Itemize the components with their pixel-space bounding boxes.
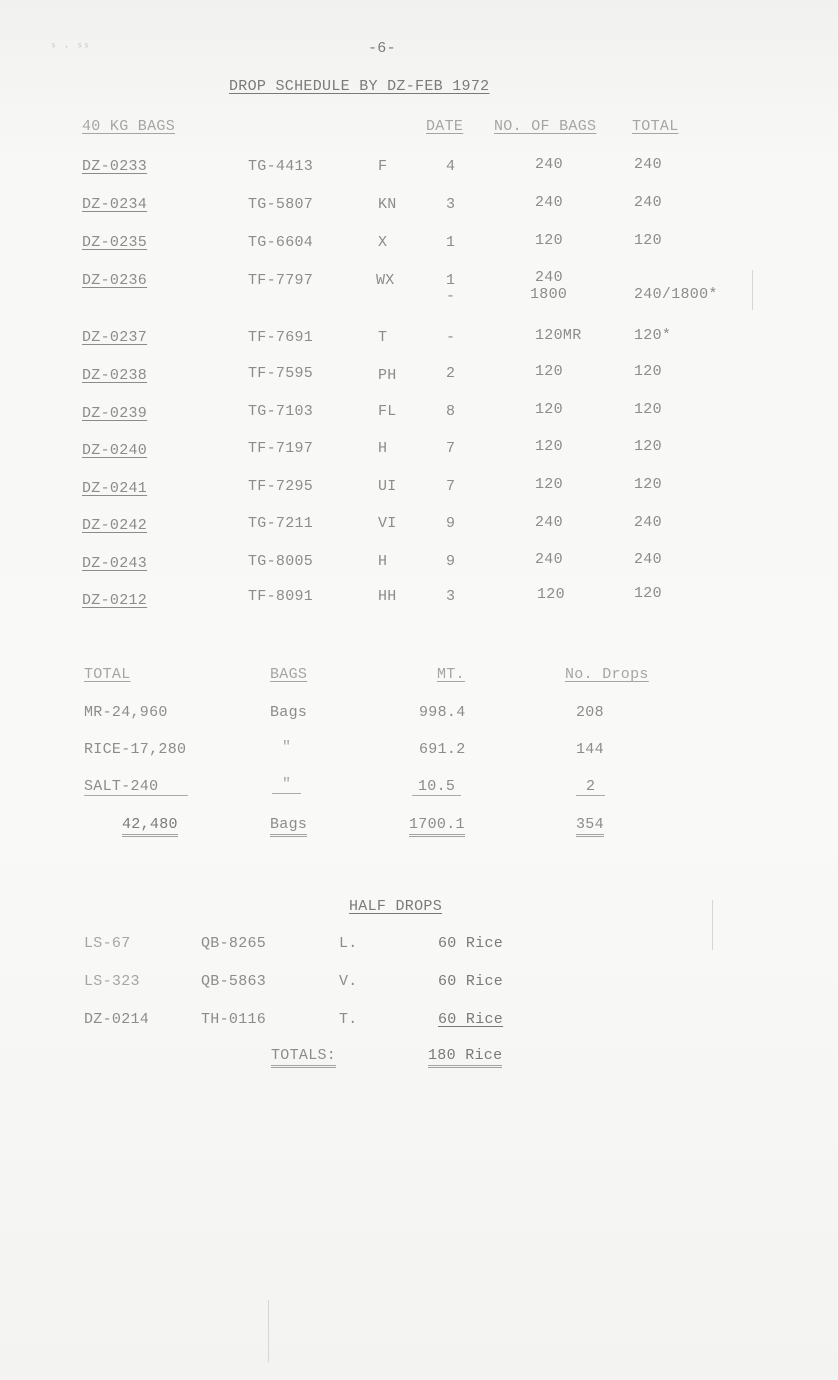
tg-cell: TF-7595: [248, 365, 314, 382]
tg-cell: TF-7197: [248, 440, 314, 457]
half-drop-amount: 60 Rice: [438, 973, 504, 990]
tg-cell: TF-8091: [248, 588, 314, 605]
totals-bags: Bags: [270, 704, 308, 721]
bags-cell: 240: [535, 194, 563, 211]
date-cell: 3: [446, 196, 456, 213]
header-date: DATE: [426, 118, 464, 135]
half-drop-id: LS-323: [84, 973, 140, 990]
total-cell: 120: [634, 585, 662, 602]
grand-total-drops: 354: [576, 816, 604, 837]
document-title: DROP SCHEDULE BY DZ-FEB 1972: [229, 78, 490, 95]
grand-total-item: 42,480: [122, 816, 178, 837]
total-cell: 240: [634, 514, 662, 531]
dz-cell: DZ-0243: [82, 555, 148, 572]
tg-cell: TG-4413: [248, 158, 314, 175]
code-cell: VI: [378, 515, 397, 532]
totals-item: RICE-17,280: [84, 741, 187, 758]
dz-cell: DZ-0238: [82, 367, 148, 384]
totals-mt: 10.5: [412, 778, 461, 796]
tg-cell: TF-7691: [248, 329, 314, 346]
code-cell: FL: [378, 403, 397, 420]
totals-mt: 998.4: [419, 704, 466, 721]
date-cell: 9: [446, 553, 456, 570]
grand-total-mt: 1700.1: [409, 816, 465, 837]
total-cell: 120: [634, 438, 662, 455]
header-40kg-bags: 40 KG BAGS: [82, 118, 176, 135]
total-cell: 240: [634, 551, 662, 568]
scan-artifact-line: [268, 1300, 269, 1362]
scan-artifact-line: [712, 900, 713, 950]
code-cell: UI: [378, 478, 397, 495]
date-cell: -: [446, 329, 456, 346]
total-cell: 240/1800*: [634, 286, 718, 303]
half-drop-qb: TH-0116: [201, 1011, 267, 1028]
header-no-of-bags: NO. OF BAGS: [494, 118, 597, 135]
code-cell: F: [378, 158, 388, 175]
totals-header-bags: BAGS: [270, 666, 308, 683]
bags-cell: 120MR: [535, 327, 582, 344]
totals-bags-ditto: ": [282, 739, 292, 756]
dz-cell: DZ-0242: [82, 517, 148, 534]
page-number: -6-: [368, 40, 396, 57]
date-cell: 7: [446, 478, 456, 495]
date-cell-secondary: -: [446, 288, 456, 305]
bags-cell: 240: [535, 269, 563, 286]
totals-drops: 144: [576, 741, 604, 758]
date-cell: 1: [446, 234, 456, 251]
code-cell: H: [378, 440, 388, 457]
bags-cell: 240: [535, 551, 563, 568]
header-total: TOTAL: [632, 118, 679, 135]
bags-cell: 120: [535, 363, 563, 380]
code-cell: H: [378, 553, 388, 570]
half-drop-code: T.: [339, 1011, 358, 1028]
dz-cell: DZ-0241: [82, 480, 148, 497]
totals-drops: 208: [576, 704, 604, 721]
dz-cell: DZ-0239: [82, 405, 148, 422]
total-cell: 240: [634, 156, 662, 173]
half-drop-qb: QB-8265: [201, 935, 267, 952]
dz-cell: DZ-0240: [82, 442, 148, 459]
code-cell: PH: [378, 367, 397, 384]
dz-cell: DZ-0237: [82, 329, 148, 346]
half-drop-code: L.: [339, 935, 358, 952]
tg-cell: TG-7211: [248, 515, 314, 532]
bags-cell: 120: [535, 476, 563, 493]
bags-cell: 240: [535, 156, 563, 173]
bags-cell: 120: [537, 586, 565, 603]
totals-header-total: TOTAL: [84, 666, 131, 683]
tg-cell: TG-6604: [248, 234, 314, 251]
bags-cell: 120: [535, 438, 563, 455]
scan-artifact-line: [752, 270, 753, 310]
dz-cell: DZ-0235: [82, 234, 148, 251]
totals-item: SALT-240: [84, 778, 188, 796]
tg-cell: TF-7295: [248, 478, 314, 495]
total-cell: 120: [634, 363, 662, 380]
half-drop-id: LS-67: [84, 935, 131, 952]
bags-cell: 120: [535, 232, 563, 249]
totals-item: MR-24,960: [84, 704, 168, 721]
tg-cell: TG-5807: [248, 196, 314, 213]
half-drop-amount: 60 Rice: [438, 935, 504, 952]
total-cell: 120: [634, 232, 662, 249]
dz-cell: DZ-0236: [82, 272, 148, 289]
bags-cell: 120: [535, 401, 563, 418]
bags-cell: 240: [535, 514, 563, 531]
totals-mt: 691.2: [419, 741, 466, 758]
totals-drops: 2: [576, 778, 605, 796]
date-cell: 2: [446, 365, 456, 382]
date-cell: 9: [446, 515, 456, 532]
date-cell: 8: [446, 403, 456, 420]
total-cell: 240: [634, 194, 662, 211]
total-cell: 120*: [634, 327, 672, 344]
corner-mark: ˢ · ˢˢ: [50, 42, 90, 54]
totals-header-drops: No. Drops: [565, 666, 649, 683]
date-cell: 7: [446, 440, 456, 457]
tg-cell: TF-7797: [248, 272, 314, 289]
dz-cell: DZ-0234: [82, 196, 148, 213]
half-drop-amount: 60 Rice: [438, 1011, 504, 1028]
bags-cell-secondary: 1800: [530, 286, 568, 303]
half-drops-title: HALF DROPS: [349, 898, 443, 915]
half-drops-totals-value: 180 Rice: [428, 1047, 502, 1068]
code-cell: HH: [378, 588, 397, 605]
half-drop-qb: QB-5863: [201, 973, 267, 990]
totals-header-mt: MT.: [437, 666, 465, 683]
date-cell: 4: [446, 158, 456, 175]
total-cell: 120: [634, 476, 662, 493]
tg-cell: TG-7103: [248, 403, 314, 420]
dz-cell: DZ-0233: [82, 158, 148, 175]
dz-cell: DZ-0212: [82, 592, 148, 609]
total-cell: 120: [634, 401, 662, 418]
code-cell: KN: [378, 196, 397, 213]
half-drop-code: V.: [339, 973, 358, 990]
code-cell: T: [378, 329, 388, 346]
code-cell: WX: [376, 272, 395, 289]
date-cell: 1: [446, 272, 456, 289]
totals-bags-ditto: ": [272, 776, 301, 794]
tg-cell: TG-8005: [248, 553, 314, 570]
date-cell: 3: [446, 588, 456, 605]
half-drop-id: DZ-0214: [84, 1011, 150, 1028]
grand-total-bags: Bags: [270, 816, 307, 837]
code-cell: X: [378, 234, 388, 251]
half-drops-totals-label: TOTALS:: [271, 1047, 336, 1068]
